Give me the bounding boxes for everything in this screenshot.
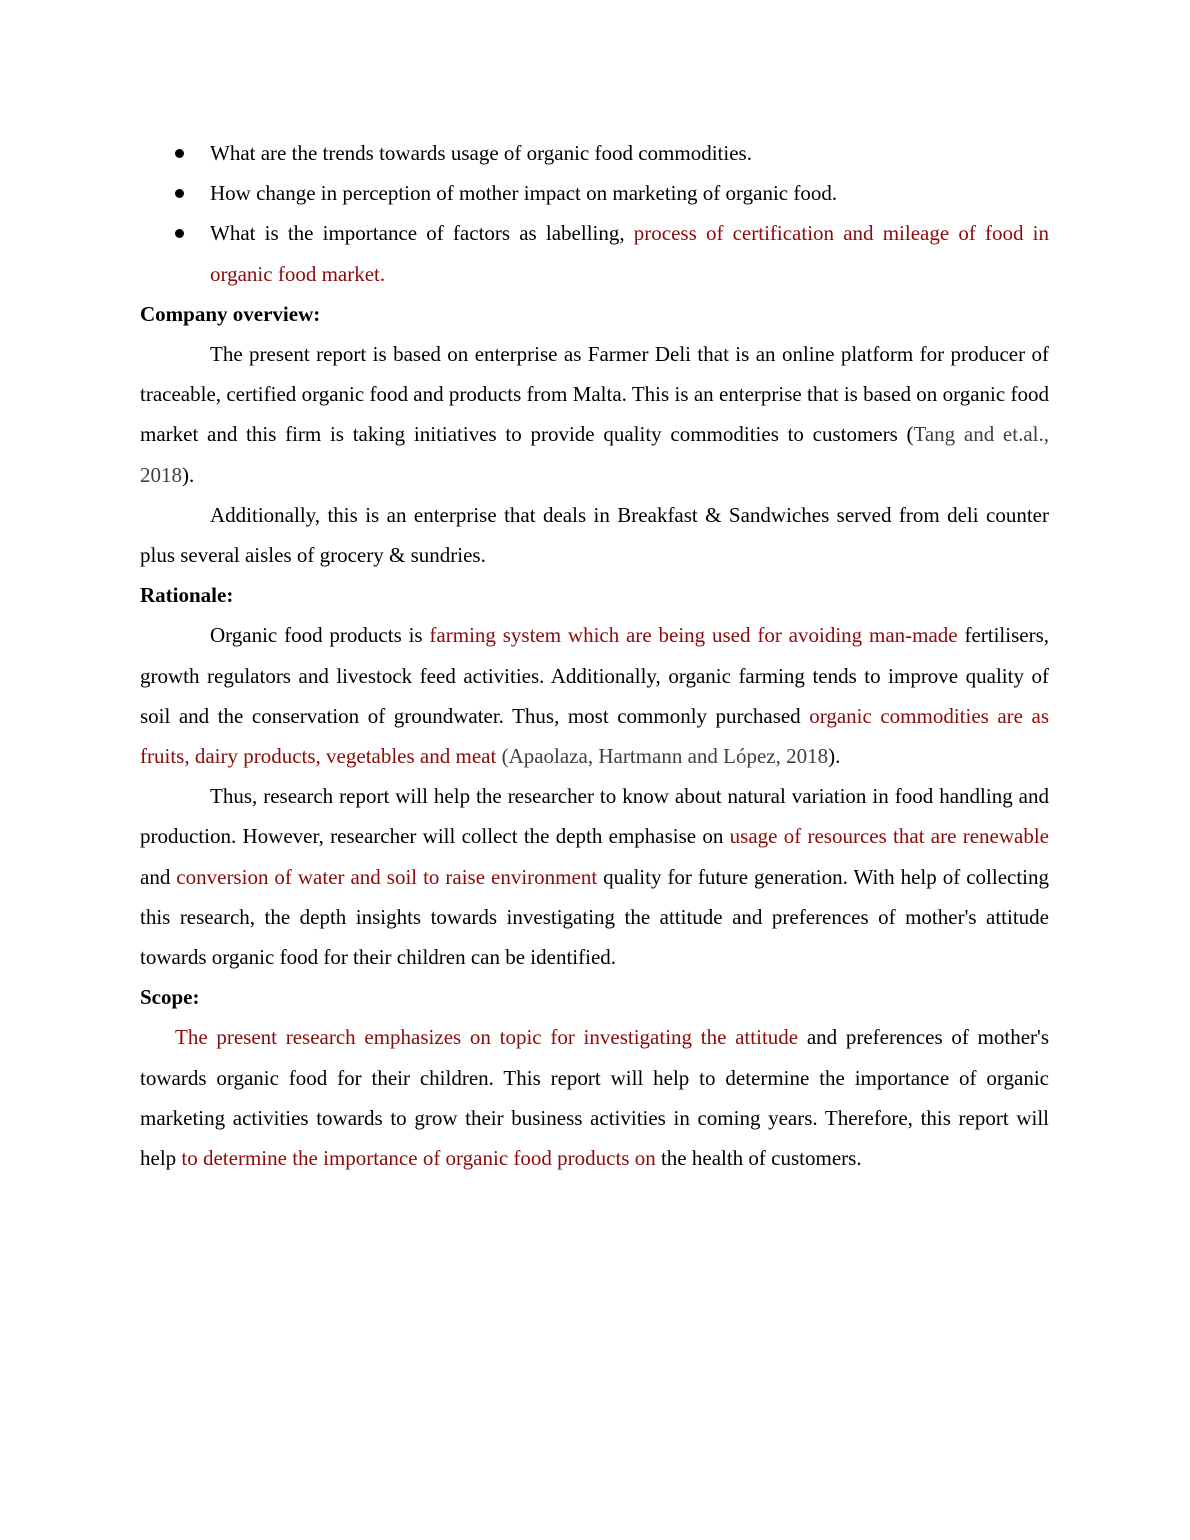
paragraph-text: The present report is based on enterprise as Farmer Deli that is an online platform for producer of traceable, certified organic food and products from Malta. This is an enterprise that is based on organic food market and this firm is taking initiatives to provide quality commodities to customers ( [140, 342, 1049, 447]
highlighted-text: process of certification and mileage of food in organic food market. [210, 221, 1049, 286]
rationale-paragraph [140, 615, 1049, 776]
highlighted-text: farming system which are being used for avoiding man-made [429, 623, 958, 648]
company-overview-heading: Company overview: [140, 301, 321, 326]
paragraph-text: quality for future generation. With help of collecting this research, the depth insights towards investigating the attitude and preferences of mother's attitude towards organic food for their children can be identified. [140, 864, 1050, 970]
bullet-icon [175, 149, 184, 158]
scope-heading: Scope: [140, 985, 200, 1010]
highlighted-text: organic commodities are as fruits, dairy products, vegetables and meat [140, 703, 1049, 769]
highlighted-text: conversion of water and soil to raise environment [176, 864, 598, 889]
list-item [140, 133, 1049, 173]
research-questions-list [140, 133, 1049, 294]
rationale-paragraph-2 [140, 776, 1049, 977]
paragraph-text: ). [182, 462, 195, 487]
highlighted-text: usage of resources that are renewable [729, 824, 1049, 849]
document-page [140, 133, 1049, 1178]
company-overview-paragraph-2: Additionally, this is an enterprise that deals in Breakfast & Sandwiches served from deli counter plus several aisles of grocery & sundries. [140, 502, 1049, 568]
paragraph-text: and preferences of mother's towards organic food for their children. This report will help to determine the importance of organic marketing activities towards to grow their business activities in coming years. Therefore, this report will help [140, 1025, 1049, 1171]
paragraph-text: and [140, 864, 177, 889]
paragraph-text: ). [828, 744, 841, 769]
list-item [140, 213, 1049, 293]
paragraph-text: fertilisers, growth regulators and livestock feed activities. Additionally, organic farming tends to improve quality of soil and the conservation of groundwater. Thus, most commonly purchased [140, 623, 1050, 728]
bullet-text: What is the importance of factors as labelling, [210, 221, 634, 246]
highlighted-text: to determine the importance of organic food products on [181, 1146, 656, 1171]
citation: Apaolaza, Hartmann and López, 2018 [508, 744, 829, 769]
paragraph-text: Thus, research report will help the researcher to know about natural variation in food handling and production. However, researcher will collect the depth emphasise on [140, 784, 1049, 849]
scope-paragraph [140, 1017, 1049, 1178]
highlighted-text: The present research emphasizes on topic for investigating the attitude [175, 1025, 799, 1050]
paragraph-text: Organic food products is [210, 623, 430, 648]
bullet-text: How change in perception of mother impact on marketing of organic food. [210, 181, 838, 206]
company-overview-paragraph [140, 334, 1049, 495]
rationale-heading: Rationale: [140, 583, 234, 608]
bullet-icon [175, 229, 184, 238]
paragraph-text: ( [496, 744, 509, 769]
paragraph-text: the health of customers. [655, 1146, 862, 1171]
bullet-text: What are the trends towards usage of organic food commodities. [210, 141, 752, 165]
list-item [140, 173, 1049, 213]
citation: Tang and et.al., 2018 [140, 422, 1049, 487]
bullet-icon [175, 189, 184, 198]
